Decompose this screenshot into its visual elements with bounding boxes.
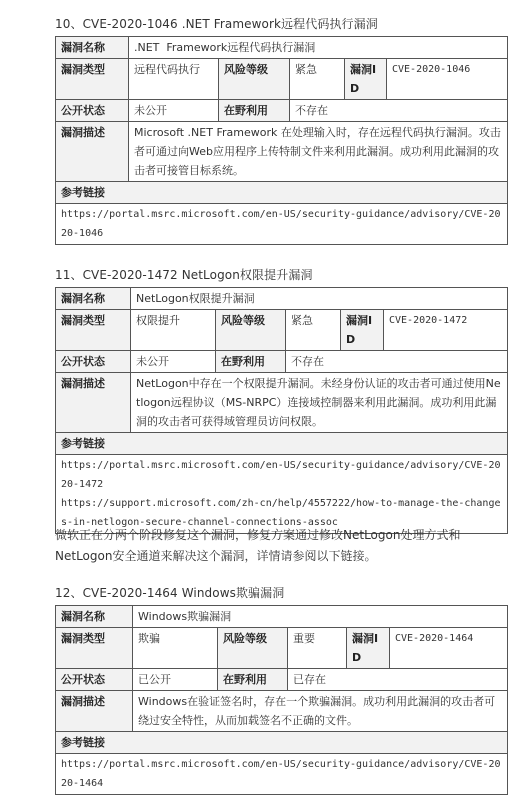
vuln-name: NetLogon权限提升漏洞	[131, 288, 508, 310]
vuln-risk: 紧急	[286, 310, 341, 351]
section-heading: 11、CVE-2020-1472 NetLogon权限提升漏洞	[55, 268, 313, 282]
vuln-exploited: 已存在	[288, 669, 508, 691]
vuln-status: 已公开	[133, 669, 218, 691]
label-id: 漏洞ID	[341, 310, 384, 351]
fix-note: 微软正在分两个阶段修复这个漏洞，修复方案通过修改NetLogon处理方式和NetLogon安全通道来解决这个漏洞，详情请参阅以下链接。	[55, 528, 461, 563]
vuln-exploited: 不存在	[290, 100, 508, 122]
label-risk: 风险等级	[216, 310, 286, 351]
label-name: 漏洞名称	[56, 288, 131, 310]
label-ref: 参考链接	[56, 732, 508, 754]
vuln-id: CVE-2020-1464	[390, 628, 508, 669]
vuln-section-12	[55, 585, 507, 795]
label-name: 漏洞名称	[56, 606, 133, 628]
section-heading: 12、CVE-2020-1464 Windows欺骗漏洞	[55, 586, 285, 600]
vuln-id: CVE-2020-1472	[384, 310, 508, 351]
label-ref: 参考链接	[56, 433, 508, 455]
vuln-table	[55, 287, 508, 534]
vuln-type: 欺骗	[133, 628, 218, 669]
label-desc: 漏洞描述	[56, 691, 133, 732]
vuln-status: 未公开	[131, 351, 216, 373]
vuln-type: 远程代码执行	[129, 59, 219, 100]
vuln-table	[55, 36, 508, 245]
label-desc: 漏洞描述	[56, 122, 129, 182]
vuln-status: 未公开	[129, 100, 219, 122]
vuln-desc: Windows在验证签名时，存在一个欺骗漏洞。成功利用此漏洞的攻击者可绕过安全特性，从而加载签名不正确的文件。	[133, 691, 508, 732]
ref-links	[56, 754, 508, 795]
vuln-desc: Microsoft .NET Framework 在处理输入时，存在远程代码执行漏洞。攻击者可通过向Web应用程序上传特制文件来利用此漏洞。成功利用此漏洞的攻击者可接管目标系统。	[129, 122, 508, 182]
label-name: 漏洞名称	[56, 37, 129, 59]
vuln-table	[55, 605, 508, 795]
vuln-risk: 重要	[288, 628, 347, 669]
label-type: 漏洞类型	[56, 59, 129, 100]
vuln-section-10	[55, 16, 507, 245]
ref-link[interactable]: https://support.microsoft.com/zh-cn/help/4557222/how-to-manage-the-changes-in-netlogon-secure-channel-connections-assoc	[61, 498, 501, 528]
ref-links	[56, 204, 508, 245]
ref-link[interactable]: https://portal.msrc.microsoft.com/en-US/security-guidance/advisory/CVE-2020-1046	[61, 209, 501, 239]
label-exploited: 在野利用	[218, 669, 288, 691]
label-status: 公开状态	[56, 351, 131, 373]
vuln-name: Windows欺骗漏洞	[133, 606, 508, 628]
label-exploited: 在野利用	[216, 351, 286, 373]
label-exploited: 在野利用	[219, 100, 290, 122]
ref-link[interactable]: https://portal.msrc.microsoft.com/en-US/security-guidance/advisory/CVE-2020-1472	[61, 460, 501, 490]
vuln-type: 权限提升	[131, 310, 216, 351]
label-desc: 漏洞描述	[56, 373, 131, 433]
vuln-section-11	[55, 267, 507, 534]
label-risk: 风险等级	[218, 628, 288, 669]
label-risk: 风险等级	[219, 59, 290, 100]
label-id: 漏洞ID	[347, 628, 390, 669]
vuln-desc: NetLogon中存在一个权限提升漏洞。未经身份认证的攻击者可通过使用Netlogon远程协议（MS-NRPC）连接域控制器来利用此漏洞。成功利用此漏洞的攻击者可获得域管理员访问权限。	[131, 373, 508, 433]
label-status: 公开状态	[56, 100, 129, 122]
label-type: 漏洞类型	[56, 310, 131, 351]
ref-link[interactable]: https://portal.msrc.microsoft.com/en-US/security-guidance/advisory/CVE-2020-1464	[61, 759, 501, 789]
label-type: 漏洞类型	[56, 628, 133, 669]
vuln-name: .NET Framework远程代码执行漏洞	[129, 37, 508, 59]
label-status: 公开状态	[56, 669, 133, 691]
vuln-id: CVE-2020-1046	[387, 59, 508, 100]
vuln-risk: 紧急	[290, 59, 345, 100]
label-id: 漏洞ID	[345, 59, 387, 100]
ref-links	[56, 455, 508, 534]
label-ref: 参考链接	[56, 182, 508, 204]
section-heading: 10、CVE-2020-1046 .NET Framework远程代码执行漏洞	[55, 17, 378, 31]
vuln-exploited: 不存在	[286, 351, 508, 373]
